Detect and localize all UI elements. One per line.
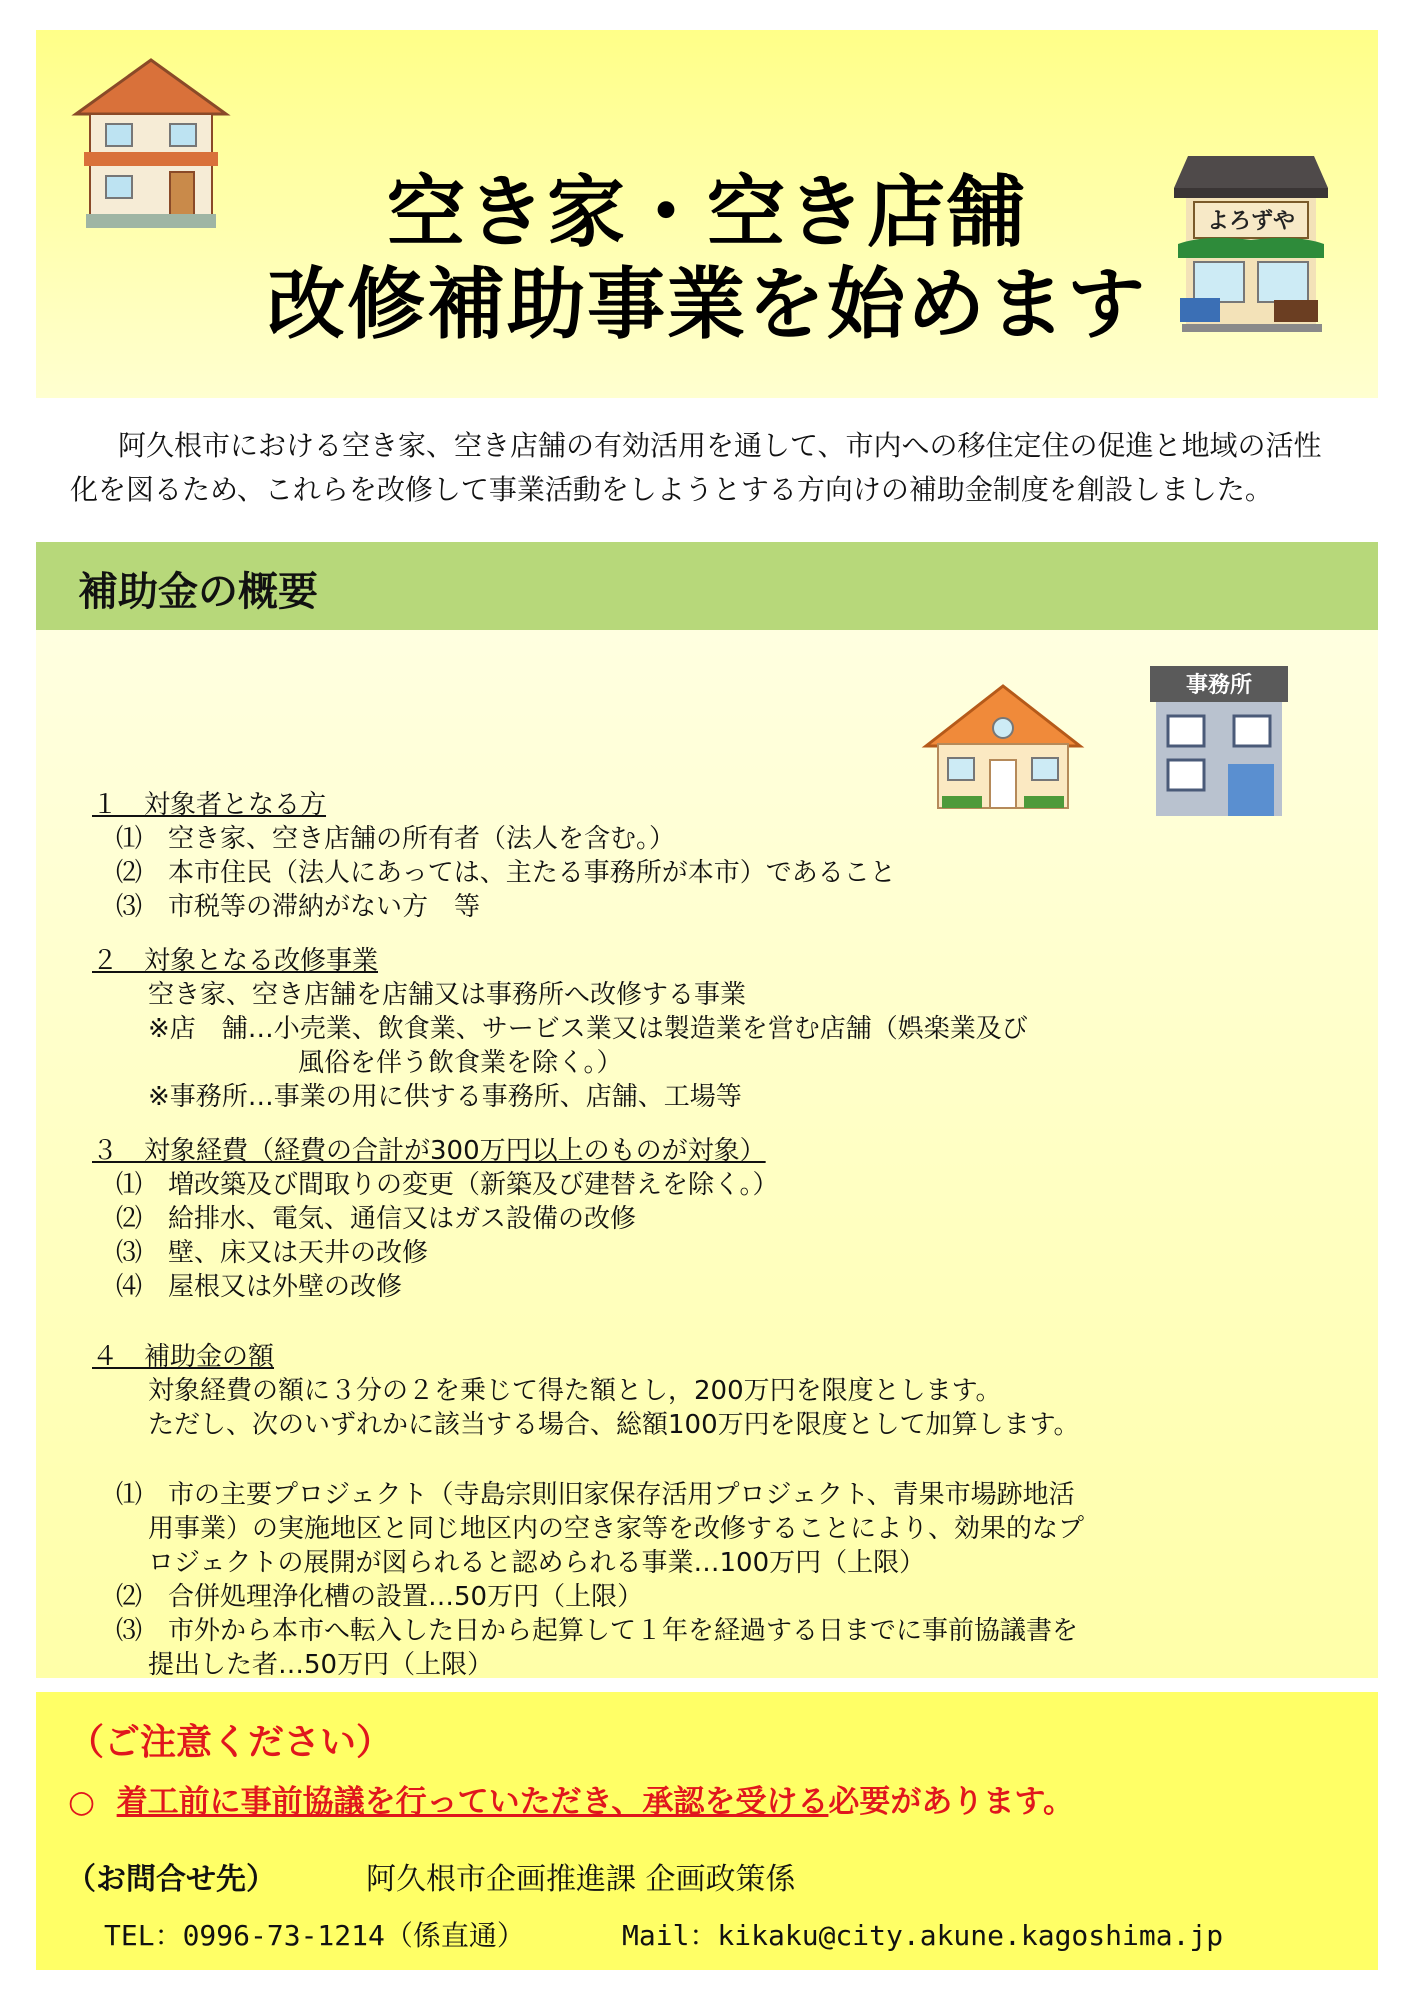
section-1-item-3: ⑶ 市税等の滞納がない方 等 xyxy=(116,892,481,922)
caution-title: （ご注意ください） xyxy=(68,1722,393,1763)
section-4-line-2: ただし、次のいずれかに該当する場合、総額100万円を限度として加算します。 xyxy=(148,1410,1080,1440)
flyer xyxy=(36,30,1378,1970)
intro-panel xyxy=(36,400,1378,540)
caution-underlined-text: 着工前に事前協議を行っていただき、承認を受ける xyxy=(116,1784,829,1820)
section-3-item-2: ⑵ 給排水、電気、通信又はガス設備の改修 xyxy=(116,1204,637,1234)
office-building-icon xyxy=(1144,660,1294,820)
section-2-line-1: 空き家、空き店舗を店舗又は事務所へ改修する事業 xyxy=(148,980,747,1010)
section-1-item-1: ⑴ 空き家、空き店舗の所有者（法人を含む。） xyxy=(116,824,676,854)
title-line-2: 改修補助事業を始めます xyxy=(266,260,1147,350)
body-area xyxy=(36,630,1378,1678)
section-3-item-1: ⑴ 増改築及び間取りの変更（新築及び建替えを除く。） xyxy=(116,1170,779,1200)
caution-rest-text: 必要があります。 xyxy=(828,1784,1074,1820)
section-4-item-1: ⑴ 市の主要プロジェクト（寺島宗則旧家保存活用プロジェクト、青果市場跡地活 xyxy=(116,1480,1075,1510)
section-4-heading: ４ 補助金の額 xyxy=(92,1342,275,1372)
shop-icon xyxy=(1166,148,1336,338)
section-heading: 補助金の概要 xyxy=(78,569,318,615)
section-2-line-3: 風俗を伴う飲食業を除く。） xyxy=(298,1048,623,1078)
section-4-line-1: 対象経費の額に３分の２を乗じて得た額とし，200万円を限度とします。 xyxy=(148,1376,1002,1406)
notice-panel xyxy=(36,1692,1378,1970)
caution-bullet: ○ xyxy=(68,1784,96,1820)
section-4-item-1-cont-1: 用事業）の実施地区と同じ地区内の空き家等を改修することにより、効果的なプ xyxy=(148,1514,1085,1544)
section-3-item-3: ⑶ 壁、床又は天井の改修 xyxy=(116,1238,429,1268)
contact-department: 阿久根市企画推進課 企画政策係 xyxy=(366,1862,796,1897)
section-3-item-4: ⑷ 屋根又は外壁の改修 xyxy=(116,1272,403,1302)
section-4-item-3-cont: 提出した者…50万円（上限） xyxy=(148,1650,494,1680)
cottage-icon xyxy=(918,678,1088,818)
contact-mail: Mail：kikaku@city.akune.kagoshima.jp xyxy=(622,1919,1224,1952)
section-4-item-2: ⑵ 合併処理浄化槽の設置…50万円（上限） xyxy=(116,1582,644,1612)
section-1-item-2: ⑵ 本市住民（法人にあっては、主たる事務所が本市）であること xyxy=(116,858,896,888)
section-2-heading: ２ 対象となる改修事業 xyxy=(92,946,379,976)
caution-item xyxy=(68,1776,1074,1821)
section-4-item-3: ⑶ 市外から本市へ転入した日から起算して１年を経過する日までに事前協議書を xyxy=(116,1616,1079,1646)
title-line-1: 空き家・空き店舗 xyxy=(386,168,1027,258)
section-1-heading: １ 対象者となる方 xyxy=(92,790,327,820)
section-2-line-4: ※事務所…事業の用に供する事務所、店舗、工場等 xyxy=(148,1082,742,1112)
intro-text: 阿久根市における空き家、空き店舗の有効活用を通して、市内への移住定住の促進と地域の活性化を図るため、これらを改修して事業活動をしようとする方向けの補助金制度を創設しました。 xyxy=(70,429,1322,506)
section-2-line-2: ※店 舗…小売業、飲食業、サービス業又は製造業を営む店舗（娯楽業及び xyxy=(148,1014,1028,1044)
contact-label: （お問合せ先） xyxy=(66,1862,276,1897)
section-3-heading: ３ 対象経費（経費の合計が300万円以上のものが対象） xyxy=(92,1136,766,1166)
header xyxy=(36,30,1378,398)
section-4-item-1-cont-2: ロジェクトの展開が図られると認められる事業…100万円（上限） xyxy=(148,1548,926,1578)
office-sign: 事務所 xyxy=(1185,673,1253,698)
section-bar xyxy=(36,542,1378,630)
shop-sign: よろずや xyxy=(1206,209,1296,234)
contact-tel: TEL：0996-73-1214（係直通） xyxy=(104,1919,525,1952)
